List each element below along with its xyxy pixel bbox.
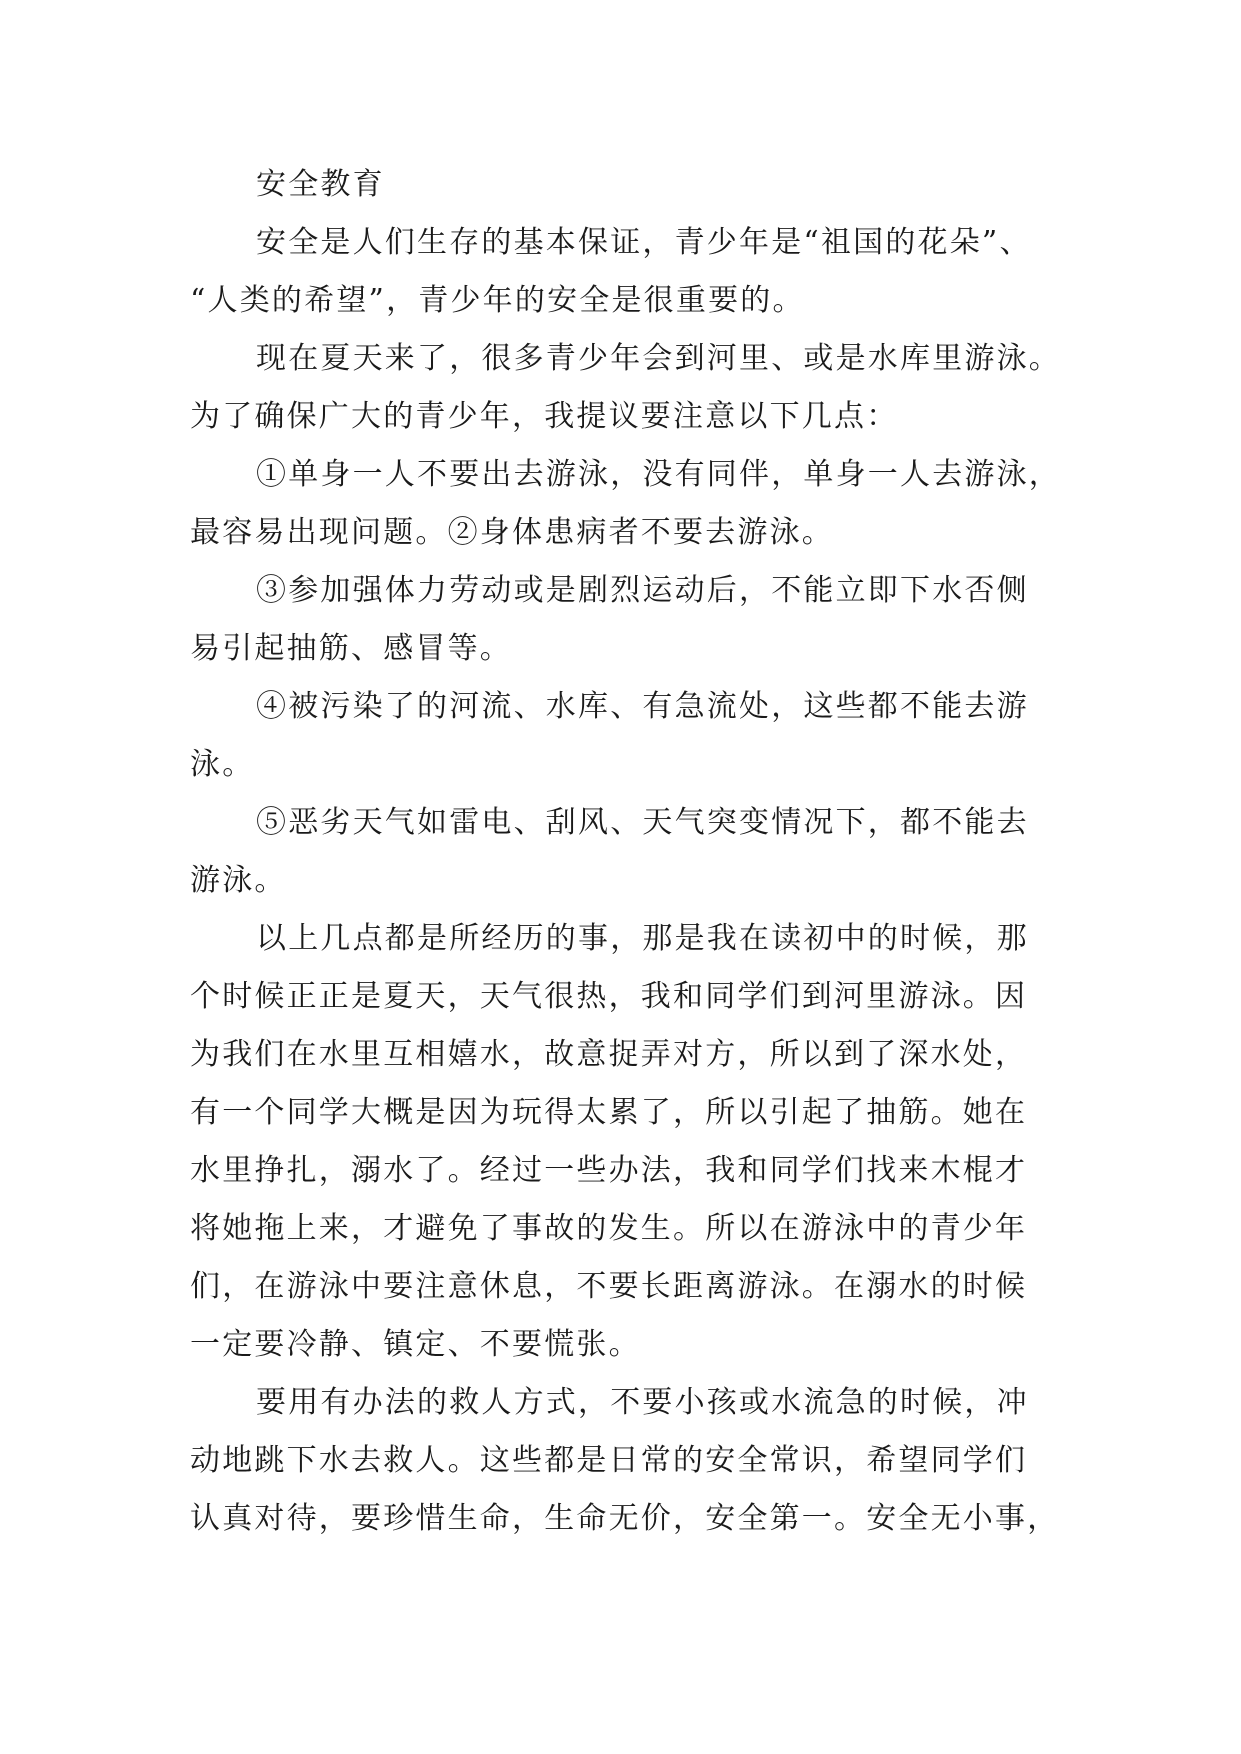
text-line: 为我们在水里互相嬉水，故意捉弄对方，所以到了深水处， bbox=[190, 1037, 1028, 1072]
text-line: 们，在游泳中要注意休息，不要长距离游泳。在溺水的时候 bbox=[190, 1269, 1028, 1304]
text-line: 现在夏天来了，很多青少年会到河里、或是水库里游泳。 bbox=[256, 341, 1061, 376]
document-title: 安全教育 bbox=[256, 167, 385, 202]
text-line: 安全是人们生存的基本保证，青少年是“祖国的花朵”、 bbox=[256, 225, 1032, 260]
text-line: ①单身一人不要出去游泳，没有同伴，单身一人去游泳， bbox=[256, 457, 1061, 492]
text-line: 以上几点都是所经历的事，那是我在读初中的时候，那 bbox=[256, 921, 1029, 956]
text-line: 泳。 bbox=[190, 747, 255, 782]
text-line: “人类的希望”，青少年的安全是很重要的。 bbox=[190, 283, 805, 318]
text-line: 最容易出现问题。②身体患病者不要去游泳。 bbox=[190, 515, 834, 550]
text-line: 为了确保广大的青少年，我提议要注意以下几点： bbox=[190, 399, 899, 434]
text-line: ④被污染了的河流、水库、有急流处，这些都不能去游 bbox=[256, 689, 1029, 724]
text-line: ⑤恶劣天气如雷电、刮风、天气突变情况下，都不能去 bbox=[256, 805, 1029, 840]
text-line: 将她拖上来，才避免了事故的发生。所以在游泳中的青少年 bbox=[190, 1211, 1028, 1246]
text-line: 一定要冷静、镇定、不要慌张。 bbox=[190, 1327, 641, 1362]
text-line: ③参加强体力劳动或是剧烈运动后，不能立即下水否侧 bbox=[256, 573, 1029, 608]
text-line: 水里挣扎，溺水了。经过一些办法，我和同学们找来木棍才 bbox=[190, 1153, 1028, 1188]
text-line: 易引起抽筋、感冒等。 bbox=[190, 631, 512, 666]
text-line: 认真对待，要珍惜生命，生命无价，安全第一。安全无小事， bbox=[190, 1501, 1060, 1536]
text-line: 游泳。 bbox=[190, 863, 287, 898]
text-line: 个时候正正是夏天，天气很热，我和同学们到河里游泳。因 bbox=[190, 979, 1028, 1014]
text-line: 动地跳下水去救人。这些都是日常的安全常识，希望同学们 bbox=[190, 1443, 1028, 1478]
text-line: 要用有办法的救人方式，不要小孩或水流急的时候，冲 bbox=[256, 1385, 1029, 1420]
text-line: 有一个同学大概是因为玩得太累了，所以引起了抽筋。她在 bbox=[190, 1095, 1028, 1130]
